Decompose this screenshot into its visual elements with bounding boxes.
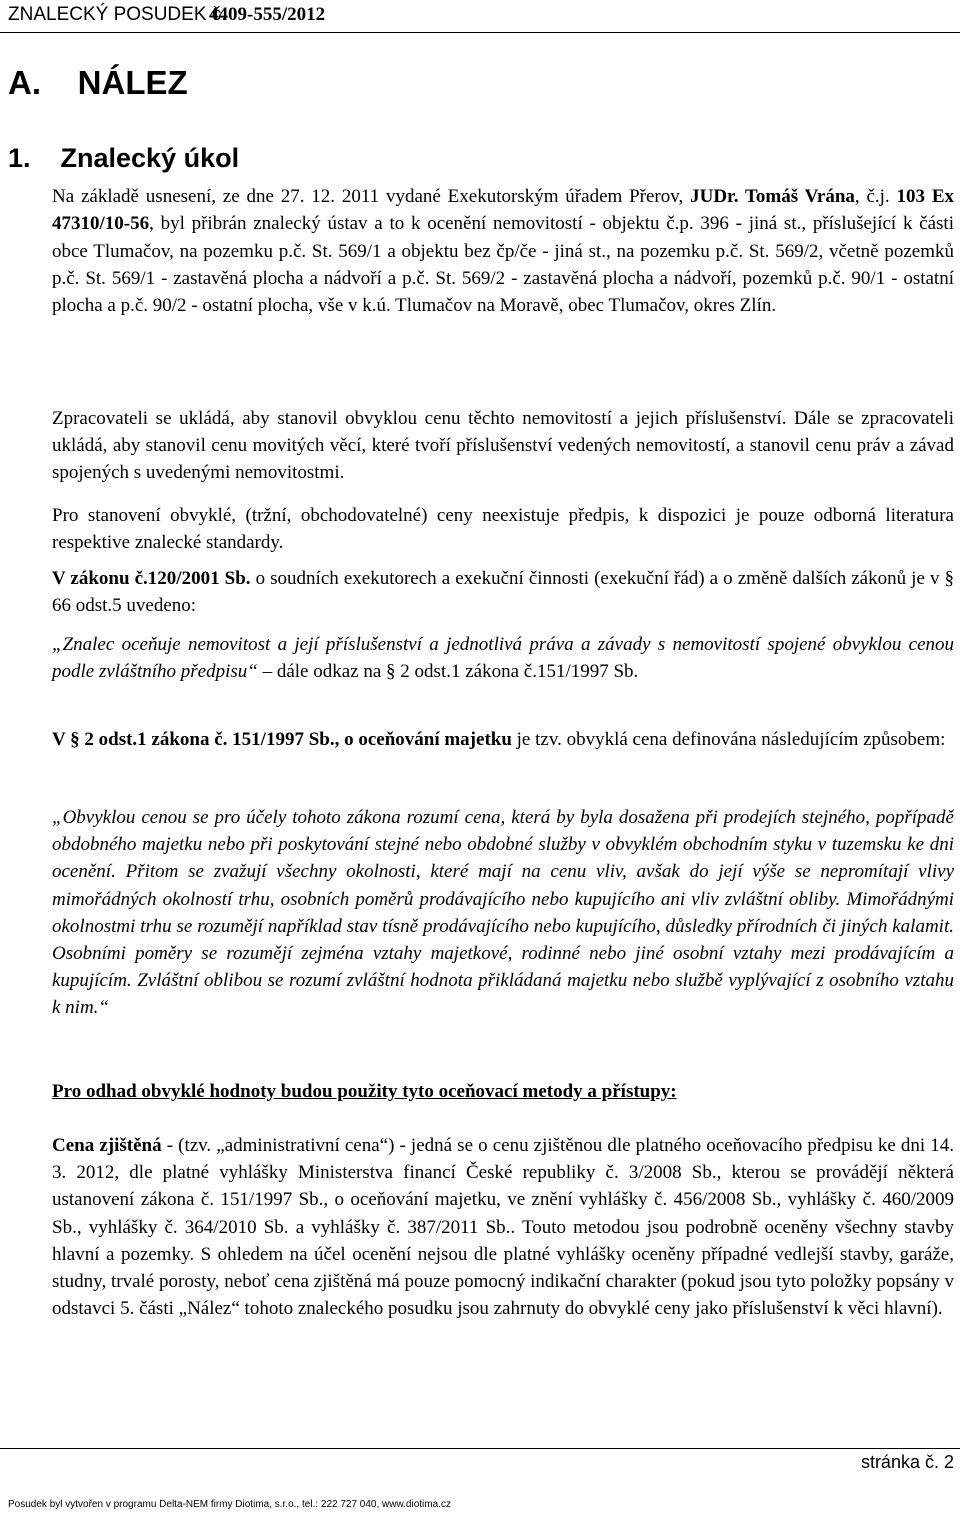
quote-2-paragraph: „Obvyklou cenou se pro účely tohoto zákona rozumí cena, která by byla dosažena při prodejích stejného, popřípadě obdobného majetku nebo při poskytování stejné nebo obdobné služby v obvyklém obchodním styku v tuzemsku ke dni ocenění. Přitom se zvažují všechny okolnosti, které mají na cenu vliv, avšak do její výše se nepromítají vlivy mimořádných okolností trhu, osobních poměrů prodávajícího nebo kupujícího ani vliv zvláštní obliby. Mimořádnými okolnostmi trhu se rozumějí například stav tísně prodávajícího nebo kupujícího, důsledky přírodních či jiných kalamit. Osobními poměry se rozumějí zejména vztahy majetkové, rodinné nebo jiné osobní vztahy mezi prodávajícím a kupujícím. Zvláštní oblibou se rozumí zvláštní hodnota přikládaná majetku nebo službě vyplývající z osobního vztahu k nim.“	[52, 807, 954, 1019]
page-header	[0, 0, 960, 33]
method-1-paragraph: Cena zjištěná - (tzv. „administrativní cena“) - jedná se o cenu zjištěnou dle platného oceňovacího předpisu ke dni 14. 3. 2012, dle platné vyhlášky Ministerstva financí České republiky č. 3/2008 Sb., kterou se provádějí některá ustanovení zákona č. 151/1997 Sb., o oceňování majetku, ve znění vyhlášky č. 456/2008 Sb., vyhlášky č. 460/2009 Sb., vyhlášky č. 364/2010 Sb. a vyhlášky č. 387/2011 Sb.. Touto metodou jsou podrobně oceněny všechny stavby hlavní a pozemky. S ohledem na účel ocenění nejsou dle platné vyhlášky oceněny případné vedlejší stavby, garáže, studny, trvalé porosty, neboť cena zjištěná má pouze pomocný indikační charakter (pokud jsou tyto položky popsány v odstavci 5. části „Nález“ tohoto znaleckého posudku jsou zahrnuty do obvyklé ceny jako příslušenství k věci hlavní).	[52, 1135, 955, 1320]
standard-paragraph: Pro stanovení obvyklé, (tržní, obchodovatelné) ceny neexistuje předpis, k dispozici je pouze odborná literatura respektive znalecké standardy.	[52, 505, 954, 554]
law-reference-paragraph: V zákonu č.120/2001 Sb. o soudních exekutorech a exekuční činnosti (exekuční řád) a o změně dalších zákonů je v § 66 odst.5 uvedeno:	[52, 568, 955, 617]
footer-divider	[0, 1448, 960, 1449]
law-reference-2-bold: V § 2 odst.1 zákona č. 151/1997 Sb., o oceňování majetku	[52, 729, 512, 750]
law-reference-bold: V zákonu č.120/2001 Sb.	[52, 568, 251, 589]
task-paragraph: Zpracovateli se ukládá, aby stanovil obvyklou cenu těchto nemovitostí a jejich příslušenství. Dále se zpracovateli ukládá, aby stanovil cenu movitých věcí, které tvoří příslušenství vedených nemovitostí, a stanovil cenu práv a závad spojených s uvedenými nemovitostmi.	[52, 408, 954, 484]
methods-heading: Pro odhad obvyklé hodnoty budou použity tyto oceňovací metody a přístupy:	[52, 1081, 677, 1102]
quote-1-paragraph: „Znalec oceňuje nemovitost a její příslušenství a jednotlivá práva a závady s nemovitostí spojené obvyklou cenou podle zvláštního předpisu“ – dále odkaz na § 2 odst.1 zákona č.151/1997 Sb.	[52, 634, 954, 683]
section-a-heading: A. NÁLEZ	[8, 64, 188, 101]
case-reference: 103 Ex 47310/10-56	[52, 186, 954, 235]
footer-credit: Posudek byl vytvořen v programu Delta-NEM firmy Diotima, s.r.o., tel.: 222 727 040, www.diotima.cz	[8, 1499, 451, 1510]
header-report-number: 4409-555/2012	[209, 4, 326, 25]
intro-paragraph: Na základě usnesení, ze dne 27. 12. 2011 vydané Exekutorským úřadem Přerov, JUDr. Tomáš Vrána, č.j. 103 Ex 47310/10-56, byl přibrán znalecký ústav a to k ocenění nemovitostí - objektu č.p. 396 - jiná st., příslušející k části obce Tlumačov, na pozemku p.č. St. 569/1 a objektu bez čp/če - jiná st., na pozemku p.č. St. 569/2, včetně pozemků p.č. St. 569/1 - zastavěná plocha a nádvoří a p.č. St. 569/2 - zastavěná plocha a nádvoří, pozemků p.č. 90/1 - ostatní plocha a p.č. 90/2 - ostatní plocha, vše v k.ú. Tlumačov na Moravě, obec Tlumačov, okres Zlín.	[52, 186, 954, 317]
quote-1-law-number: 2 odst.1 zákona č.151/1997 Sb.	[400, 661, 639, 683]
quote-1-text: „Znalec oceňuje nemovitost a její příslušenství a jednotlivá práva a závady s nemovitostí spojené obvyklou cenou podle zvláštního předpisu“	[52, 634, 954, 683]
author-name: JUDr. Tomáš Vrána	[690, 186, 855, 207]
method-1-term: Cena zjištěná	[52, 1135, 162, 1156]
law-reference-2-paragraph: V § 2 odst.1 zákona č. 151/1997 Sb., o oceňování majetku je tzv. obvyklá cena definována následujícím způsobem:	[52, 729, 946, 750]
page-number: stránka č. 2	[860, 1452, 954, 1472]
section-1-heading: 1. Znalecký úkol	[8, 143, 240, 173]
header-title: ZNALECKÝ POSUDEK č.	[8, 4, 227, 25]
